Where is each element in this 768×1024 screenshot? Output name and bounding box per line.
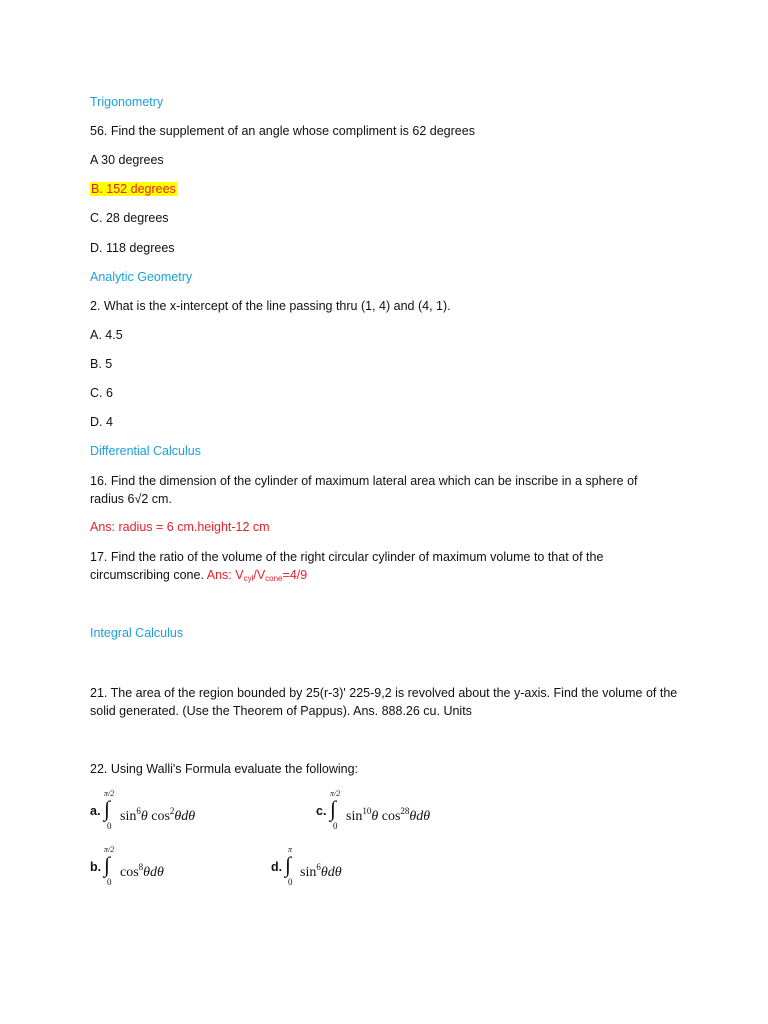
integral-sign-icon: ∫ bbox=[104, 796, 111, 821]
integrand: $\sin^{10}\theta$ $\cos^{28}\theta d\theta$ bbox=[346, 806, 431, 824]
integral-sign-icon: ∫ bbox=[285, 852, 292, 877]
option-b: B. 5 bbox=[90, 357, 113, 371]
upper-limit: π/2 bbox=[104, 845, 115, 854]
option-d: D. 118 degrees bbox=[90, 241, 175, 255]
question-22: 22. Using Walli's Formula evaluate the following: bbox=[90, 762, 359, 776]
lower-limit: 0 bbox=[107, 877, 112, 887]
option-b-answer bbox=[90, 181, 177, 197]
integrand: $\sin^6\theta d\theta$ bbox=[300, 862, 342, 880]
answer-highlight: B. 152 degrees bbox=[91, 182, 176, 196]
formula-label: d. bbox=[271, 860, 283, 874]
option-c: C. 28 degrees bbox=[90, 211, 169, 225]
upper-limit: π bbox=[288, 845, 293, 854]
option-a: A 30 degrees bbox=[90, 153, 164, 167]
option-c: C. 6 bbox=[90, 386, 113, 400]
option-a: A. 4.5 bbox=[90, 328, 123, 342]
integral-sign-icon: ∫ bbox=[104, 852, 111, 877]
section-heading-trigonometry: Trigonometry bbox=[90, 95, 164, 109]
section-heading-integral-calculus: Integral Calculus bbox=[90, 626, 184, 640]
question-2: 2. What is the x-intercept of the line passing thru (1, 4) and (4, 1). bbox=[90, 299, 451, 313]
formula-label: a. bbox=[90, 804, 101, 818]
section-heading-differential-calculus: Differential Calculus bbox=[90, 444, 201, 458]
lower-limit: 0 bbox=[107, 821, 112, 831]
question-21: 21. The area of the region bounded by 25(r-3)' 225-9,2 is revolved about the y-axis. Find the volume of the solid generated. (Use the Theorem of Pappus). Ans. 888.26 cu. Units bbox=[90, 686, 678, 718]
question-17 bbox=[90, 548, 670, 588]
question-16-answer: Ans: radius = 6 cm.height-12 cm bbox=[90, 520, 270, 534]
integrand: $\sin^6\theta$ $\cos^2\theta d\theta$ bbox=[120, 806, 196, 824]
lower-limit: 0 bbox=[288, 877, 293, 887]
question-56: 56. Find the supplement of an angle whose compliment is 62 degrees bbox=[90, 124, 475, 138]
integrand: $\cos^8\theta d\theta$ bbox=[120, 862, 164, 880]
integral-sign-icon: ∫ bbox=[330, 796, 337, 821]
question-17-text: 17. Find the ratio of the volume of the right circular cylinder of maximum volume to that of the circumscribing cone. bbox=[90, 550, 604, 582]
upper-limit: π/2 bbox=[104, 789, 115, 798]
formula-label: b. bbox=[90, 860, 102, 874]
upper-limit: π/2 bbox=[330, 789, 341, 798]
question-16: 16. Find the dimension of the cylinder of maximum lateral area which can be inscribe in a sphere of radius 6√2 cm. bbox=[90, 474, 638, 506]
lower-limit: 0 bbox=[333, 821, 338, 831]
section-heading-analytic-geometry: Analytic Geometry bbox=[90, 270, 193, 284]
option-d: D. 4 bbox=[90, 415, 113, 429]
formula-label: c. bbox=[316, 804, 327, 818]
question-17-answer: Ans: $V_{cyl}/V_{cone}=4/9$ bbox=[206, 568, 308, 583]
